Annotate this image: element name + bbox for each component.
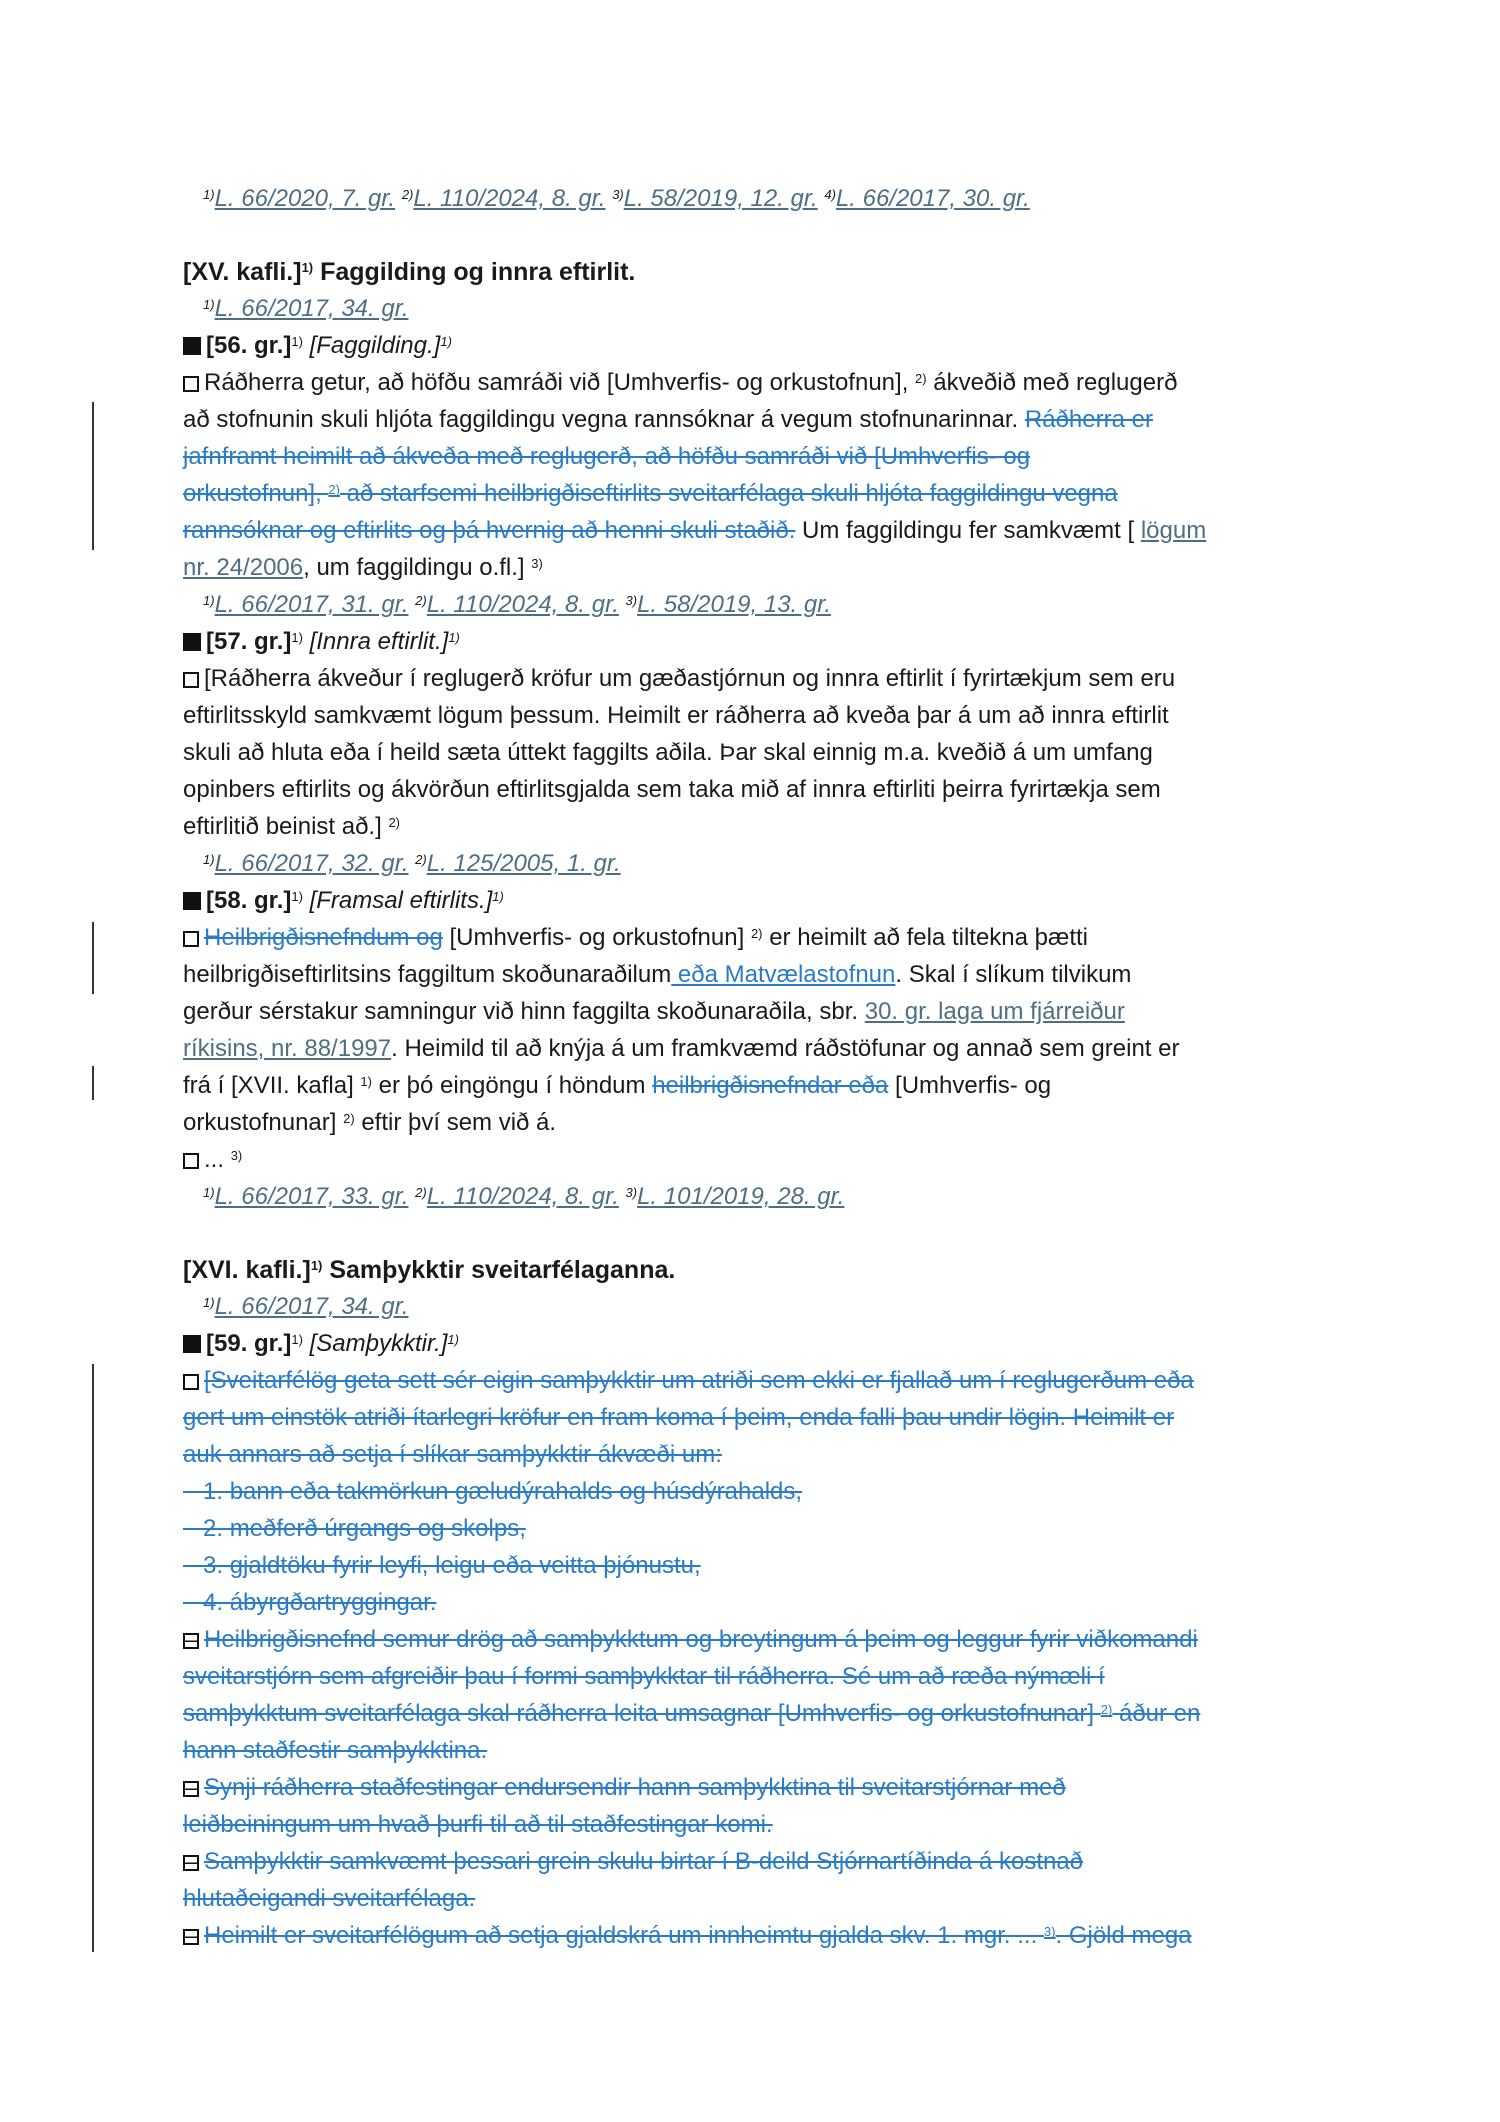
paragraph-marker-icon xyxy=(183,1633,199,1649)
ref-link[interactable]: L. 58/2019, 13. gr. xyxy=(637,591,832,618)
paragraph-line: [Ráðherra ákveður í reglugerð kröfur um gæðastjórnun og innra eftirlit í fyrirtækjum sem eru xyxy=(183,664,1340,694)
footnote-refs: $^{1)}$L. 66/2020, 7. gr. $^{2)}$L. 110/2024, 8. gr. $^{3)}$L. 58/2019, 12. gr. $^{4)}$L. 66/2017, 30. gr. xyxy=(203,185,1030,212)
ref-link[interactable]: L. 125/2005, 1. gr. xyxy=(426,850,621,877)
paragraph-line: [Sveitarfélög geta sett sér eigin samþykktir um atriði sem ekki er fjallað um í reglugerðum eða xyxy=(183,1366,1340,1396)
ref-link[interactable]: L. 66/2017, 33. gr. xyxy=(214,1183,409,1210)
paragraph-marker-icon xyxy=(183,1855,199,1871)
change-bar xyxy=(92,1066,94,1100)
paragraph-marker-icon xyxy=(183,1929,199,1945)
list-item: 3. gjaldtöku fyrir leyfi, leigu eða veitta þjónustu, xyxy=(203,1552,701,1579)
change-bar xyxy=(92,922,94,994)
ref-link[interactable]: L. 66/2017, 30. gr. xyxy=(835,185,1030,212)
paragraph-line: skuli að hluta eða í heild sæta úttekt faggilts aðila. Þar skal einnig m.a. kveðið á um umfang xyxy=(183,739,1153,766)
paragraph-line: ... $^{3)}$ xyxy=(183,1145,1340,1175)
paragraph-marker-icon xyxy=(183,672,199,688)
paragraph-line: nr. 24/2006, um faggildingu o.fl.] $^{3)}$ xyxy=(183,554,543,581)
paragraph-marker-icon xyxy=(183,1374,199,1390)
footnote-refs: $^{1)}$L. 66/2017, 34. gr. xyxy=(203,295,409,322)
paragraph-line: auk annars að setja í slíkar samþykktir ákvæði um: xyxy=(183,1441,722,1468)
ref-link[interactable]: L. 110/2024, 8. gr. xyxy=(426,591,619,618)
paragraph-line: ríkisins, nr. 88/1997. Heimild til að knýja á um framkvæmd ráðstöfunar og annað sem greint er xyxy=(183,1035,1180,1062)
law-link[interactable]: ríkisins, nr. 88/1997 xyxy=(183,1035,392,1062)
article-marker-icon xyxy=(183,892,201,910)
paragraph-marker-icon xyxy=(183,931,199,947)
paragraph-line: opinbers eftirlits og ákvörðun eftirlitsgjalda sem taka mið af innra eftirliti þeirra fyrirtækja sem xyxy=(183,776,1161,803)
article-marker-icon xyxy=(183,337,201,355)
law-link[interactable]: nr. 24/2006 xyxy=(183,554,304,581)
paragraph-line: eftirlitsskyld samkvæmt lögum þessum. Heimilt er ráðherra að kveða þar á um að innra eftirlit xyxy=(183,702,1169,729)
change-bar xyxy=(92,402,94,550)
ref-link[interactable]: L. 66/2017, 34. gr. xyxy=(214,1293,409,1320)
paragraph-line: Heimilt er sveitarfélögum að setja gjaldskrá um innheimtu gjalda skv. 1. mgr. ... $^{3)}$. Gjöld mega xyxy=(183,1921,1340,1951)
paragraph-line: rannsóknar og eftirlits og þá hvernig að henni skuli staðið. Um faggildingu fer samkvæmt [ lögum xyxy=(183,517,1207,544)
paragraph-marker-icon xyxy=(183,1153,199,1169)
chapter-heading: [XV. kafli.]$^{1)}$ Faggilding og innra eftirlit. xyxy=(183,258,636,286)
ref-link[interactable]: L. 66/2017, 32. gr. xyxy=(214,850,409,877)
paragraph-line: orkustofnun], $^{2)}$ að starfsemi heilbrigðiseftirlits sveitarfélaga skuli hljóta faggildingu vegna xyxy=(183,480,1118,507)
paragraph-line: Samþykktir samkvæmt þessari grein skulu birtar í B-deild Stjórnartíðinda á kostnað xyxy=(183,1847,1340,1877)
paragraph-line: heilbrigðiseftirlitsins faggiltum skoðunaraðilum eða Matvælastofnun. Skal í slíkum tilvikum xyxy=(183,961,1132,988)
paragraph-line: að stofnunin skuli hljóta faggildingu vegna rannsóknar á vegum stofnunarinnar. Ráðherra er xyxy=(183,406,1153,433)
paragraph-line: hlutaðeigandi sveitarfélaga. xyxy=(183,1885,476,1912)
paragraph-line: gerður sérstakur samningur við hinn faggilta skoðunaraðila, sbr. 30. gr. laga um fjárreiður xyxy=(183,998,1125,1025)
article-heading: [57. gr.]$^{1)}$ [Innra eftirlit.]$^{1)}$ xyxy=(183,627,1340,657)
list-item: 1. bann eða takmörkun gæludýrahalds og húsdýrahalds, xyxy=(203,1478,803,1505)
list-item: 4. ábyrgðartryggingar. xyxy=(203,1589,437,1616)
paragraph-line: sveitarstjórn sem afgreiðir þau í formi samþykktar til ráðherra. Sé um að ræða nýmæli í xyxy=(183,1663,1105,1690)
paragraph-line: Heilbrigðisnefndum og [Umhverfis- og orkustofnun] $^{2)}$ er heimilt að fela tiltekna þætti xyxy=(183,923,1340,953)
paragraph-line: leiðbeiningum um hvað þurfi til að til staðfestingar komi. xyxy=(183,1811,773,1838)
footnote-refs: $^{1)}$L. 66/2017, 31. gr. $^{2)}$L. 110/2024, 8. gr. $^{3)}$L. 58/2019, 13. gr. xyxy=(203,591,832,618)
paragraph-line: orkustofnunar] $^{2)}$ eftir því sem við á. xyxy=(183,1109,557,1136)
footnote-refs: $^{1)}$L. 66/2017, 34. gr. xyxy=(203,1293,409,1320)
ref-link[interactable]: L. 66/2020, 7. gr. xyxy=(214,185,396,212)
list-item: 2. meðferð úrgangs og skolps, xyxy=(203,1515,526,1542)
paragraph-line: frá í [XVII. kafla] $^{1)}$ er þó eingöngu í höndum heilbrigðisnefndar eða [Umhverfis- og xyxy=(183,1072,1052,1099)
article-heading: [59. gr.]$^{1)}$ [Samþykktir.]$^{1)}$ xyxy=(183,1329,1340,1359)
paragraph-line: Ráðherra getur, að höfðu samráði við [Umhverfis- og orkustofnun], $^{2)}$ ákveðið með reglugerð xyxy=(183,368,1340,398)
paragraph-marker-icon xyxy=(183,1781,199,1797)
change-bar xyxy=(92,1364,94,1952)
article-marker-icon xyxy=(183,633,201,651)
ref-link[interactable]: L. 58/2019, 12. gr. xyxy=(623,185,818,212)
chapter-heading: [XVI. kafli.]$^{1)}$ Samþykktir sveitarfélaganna. xyxy=(183,1256,676,1284)
article-marker-icon xyxy=(183,1335,201,1353)
footnote-refs: $^{1)}$L. 66/2017, 32. gr. $^{2)}$L. 125/2005, 1. gr. xyxy=(203,850,621,877)
law-link[interactable]: 30. gr. laga um fjárreiður xyxy=(864,998,1125,1025)
ref-link[interactable]: L. 66/2017, 31. gr. xyxy=(214,591,409,618)
law-link[interactable]: lögum xyxy=(1140,517,1207,544)
paragraph-marker-icon xyxy=(183,376,199,392)
footnote-refs: $^{1)}$L. 66/2017, 33. gr. $^{2)}$L. 110/2024, 8. gr. $^{3)}$L. 101/2019, 28. gr. xyxy=(203,1183,845,1210)
paragraph-line: hann staðfestir samþykktina. xyxy=(183,1737,488,1764)
article-heading: [58. gr.]$^{1)}$ [Framsal eftirlits.]$^{1)}$ xyxy=(183,886,1340,916)
paragraph-line: Synji ráðherra staðfestingar endursendir hann samþykktina til sveitarstjórnar með xyxy=(183,1773,1340,1803)
paragraph-line: gert um einstök atriði ítarlegri kröfur en fram koma í þeim, enda falli þau undir lögin. Heimilt er xyxy=(183,1404,1175,1431)
paragraph-line: eftirlitið beinist að.] $^{2)}$ xyxy=(183,813,400,840)
ref-link[interactable]: L. 110/2024, 8. gr. xyxy=(413,185,606,212)
paragraph-line: Heilbrigðisnefnd semur drög að samþykktum og breytingum á þeim og leggur fyrir viðkomandi xyxy=(183,1625,1340,1655)
paragraph-line: samþykktum sveitarfélaga skal ráðherra leita umsagnar [Umhverfis- og orkustofnunar] $^{2)}$ áður en xyxy=(183,1700,1201,1727)
paragraph-line: jafnframt heimilt að ákveða með reglugerð, að höfðu samráði við [Umhverfis- og xyxy=(183,443,1031,470)
ref-link[interactable]: L. 110/2024, 8. gr. xyxy=(426,1183,619,1210)
ref-link[interactable]: L. 66/2017, 34. gr. xyxy=(214,295,409,322)
article-heading: [56. gr.]$^{1)}$ [Faggilding.]$^{1)}$ xyxy=(183,331,1340,361)
ref-link[interactable]: L. 101/2019, 28. gr. xyxy=(637,1183,845,1210)
